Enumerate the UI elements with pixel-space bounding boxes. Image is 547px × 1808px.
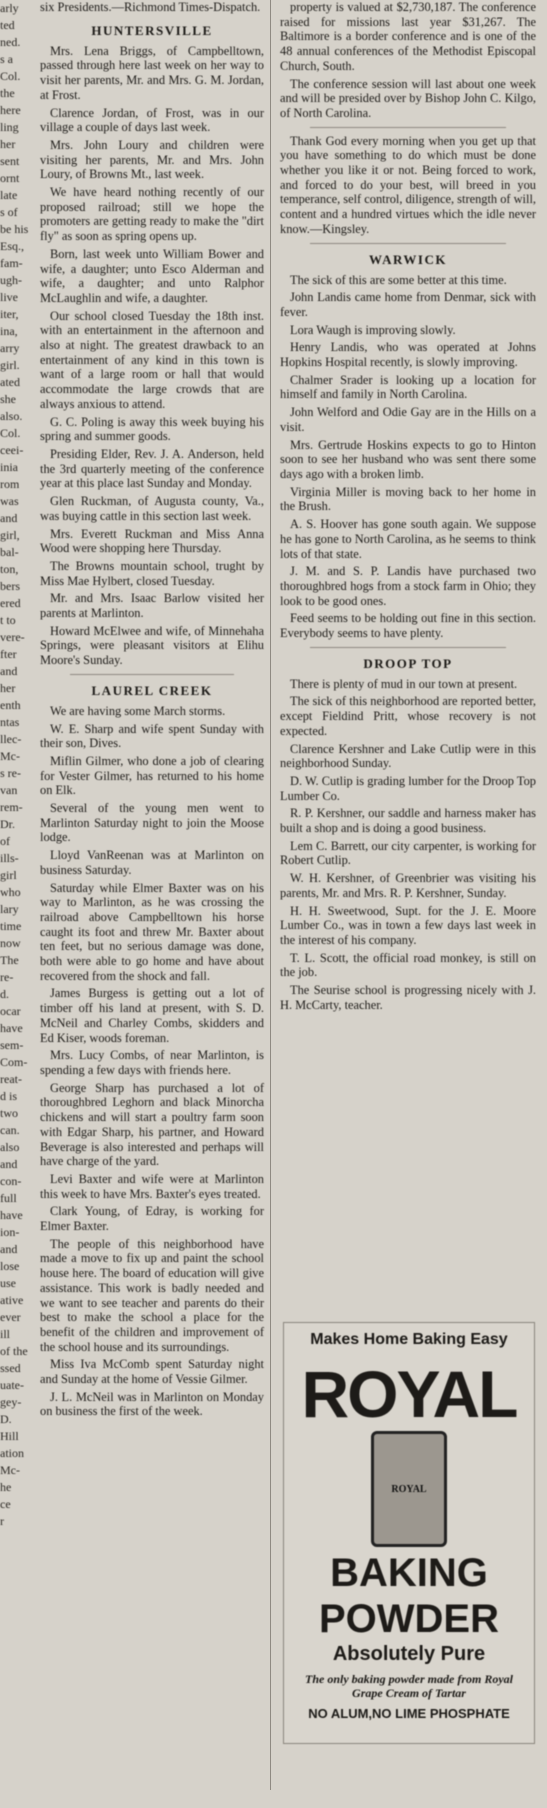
- edge-fragment: ever: [0, 1310, 21, 1324]
- can-label: ROYAL: [391, 1483, 427, 1495]
- edge-fragment: have: [0, 1208, 23, 1222]
- edge-fragment: of: [0, 834, 10, 848]
- edge-fragment: girl,: [0, 528, 20, 542]
- edge-fragment: her: [0, 681, 16, 695]
- article-paragraph: Feed seems to be holding out fine in this section. Everybody seems to have plenty.: [280, 611, 536, 641]
- edge-fragment: arly: [0, 1, 19, 15]
- article-paragraph: Mrs. Lena Briggs, of Campbelltown, passed through here last week on her way to visit her parents, Mr. and Mrs. G. M. Jordan, at Frost.: [40, 43, 264, 102]
- edge-fragment: ton,: [0, 562, 19, 576]
- edge-fragment: ocar: [0, 1004, 21, 1018]
- edge-fragment: ornt: [0, 171, 20, 185]
- edge-fragment: who: [0, 885, 21, 899]
- edge-fragment: ill: [0, 1327, 11, 1341]
- edge-fragment: van: [0, 783, 18, 797]
- article-paragraph: The people of this neighborhood have made a move to fix up and paint the school house here. The board of education will give assistance. This work is badly needed and we want to see teacher and parents do their best to make the school a place for the benefit of the children and improvement of the school house and its surroundings.: [40, 1236, 264, 1354]
- warwick-heading: WARWICK: [369, 251, 447, 267]
- article-paragraph: Born, last week unto William Bower and wife, a daughter; unto Esco Alderman and wife, a daughter; and unto Ralphor McLaughlin and wife, a daughter.: [40, 246, 264, 305]
- edge-fragment: ted: [0, 18, 15, 32]
- article-paragraph: The Browns mountain school, trught by Miss Mae Hylbert, closed Tuesday.: [40, 558, 264, 588]
- column-rule: [270, 0, 271, 1790]
- article-paragraph: Several of the young men went to Marlinton Saturday night to join the Moose lodge.: [40, 801, 264, 845]
- ad-absolutely-pure: Absolutely Pure: [332, 1643, 486, 1665]
- article-paragraph: The conference session will last about one week and will be presided over by Bishop John C. Kilgo, of North Carolina.: [280, 76, 536, 120]
- edge-fragment: ered: [0, 596, 21, 610]
- article-paragraph: W. H. Kershner, of Greenbrier was visiting his parents, Mr. and Mrs. R. P. Kershner, Sunday.: [280, 871, 536, 900]
- article-paragraph: Miss Iva McComb spent Saturday night and Sunday at the home of Vessie Gilmer.: [40, 1357, 264, 1387]
- edge-fragment: use: [0, 1276, 16, 1290]
- article-paragraph: H. H. Sweetwood, Supt. for the J. E. Moore Lumber Co., was in town a few days last week in the interest of his company.: [280, 903, 536, 947]
- article-paragraph: Lloyd VanReenan was at Marlinton on business Saturday.: [40, 848, 264, 877]
- edge-fragment: ills-: [0, 851, 19, 865]
- edge-fragment: bal-: [0, 545, 19, 559]
- article-paragraph: A. S. Hoover has gone south again. We suppose he has gone to North Carolina, as he seems to think lots of that state.: [280, 517, 536, 561]
- article-paragraph: The sick of this are some better at this time.: [290, 272, 507, 287]
- edge-fragment: and: [0, 1157, 18, 1171]
- article-paragraph: John Landis came home from Denmar, sick with fever.: [280, 290, 536, 319]
- divider: [70, 674, 234, 675]
- article-paragraph: Clarence Kershner and Lake Cutlip were in this neighborhood Sunday.: [280, 741, 536, 771]
- edge-fragment: girl: [0, 868, 17, 882]
- edge-fragment: Esq.,: [0, 239, 24, 253]
- edge-fragment: ugh-: [0, 273, 22, 287]
- edge-fragment: sent: [0, 154, 20, 168]
- edge-fragment: late: [0, 188, 18, 202]
- edge-fragment: s a: [0, 52, 13, 66]
- edge-fragment: Col.: [0, 426, 21, 440]
- edge-fragment: ling: [0, 120, 19, 134]
- article-paragraph: W. E. Sharp and wife spent Sunday with their son, Dives.: [40, 721, 264, 751]
- huntersville-body: [40, 44, 264, 668]
- article-paragraph: Mrs. John Loury and children were visiting her parents, Mr. and Mrs. John Loury, of Browns Mt., last week.: [40, 137, 264, 182]
- edge-fragment: re-: [0, 970, 14, 984]
- article-paragraph: Clark Young, of Edray, is working for Elmer Baxter.: [40, 1204, 264, 1234]
- edge-fragment: Col.: [0, 69, 21, 83]
- ad-line-powder: POWDER: [319, 1597, 499, 1641]
- edge-fragment: her: [0, 137, 16, 151]
- edge-fragment: the: [0, 86, 15, 100]
- edge-fragment: Dr.: [0, 817, 15, 831]
- divider: [310, 647, 506, 648]
- edge-fragment: Mc-: [0, 749, 20, 763]
- article-paragraph: J. L. McNeil was in Marlinton on Monday on business the first of the week.: [40, 1389, 264, 1419]
- edge-fragment: can.: [0, 1123, 20, 1137]
- royal-baking-powder-ad: [283, 1322, 535, 1744]
- edge-fragment: fter: [0, 647, 17, 661]
- edge-fragment: sem-: [0, 1038, 24, 1052]
- ad-tagline: Makes Home Baking Easy: [310, 1331, 508, 1348]
- article-paragraph: Howard McElwee and wife, of Minnehaha Springs, were pleasant visitors at Elihu Moore's Sunday.: [40, 623, 264, 668]
- article-paragraph: D. W. Cutlip is grading lumber for the Droop Top Lumber Co.: [280, 773, 536, 803]
- edge-fragment: be his: [0, 222, 29, 236]
- edge-fragment: rem-: [0, 800, 23, 814]
- edge-fragment: lary: [0, 902, 19, 916]
- edge-fragment: lose: [0, 1259, 20, 1273]
- article-paragraph: John Welford and Odie Gay are in the Hills on a visit.: [280, 405, 536, 434]
- article-paragraph: The Seurise school is progressing nicely with J. H. McCarty, teacher.: [280, 983, 536, 1012]
- article-paragraph: Saturday while Elmer Baxter was on his way to Marlinton, as he was crossing the railroad above Campbelltown his horse caught its foot and threw Mr. Baxter about ten feet, but no serious damage was done, both were able to go home and have about recovered from the shock and fall.: [40, 880, 264, 983]
- edge-fragment: ative: [0, 1293, 24, 1307]
- divider: [310, 243, 506, 244]
- edge-fragment: now: [0, 936, 21, 950]
- edge-fragment: ion-: [0, 1225, 20, 1239]
- edge-fragment: ce: [0, 1497, 11, 1511]
- edge-fragment: was: [0, 494, 19, 508]
- edge-fragment: D.: [0, 1412, 12, 1426]
- edge-fragment: Mc-: [0, 1463, 20, 1477]
- edge-fragment: and: [0, 511, 18, 525]
- laurel-creek-body: [40, 704, 264, 1419]
- article-paragraph: property is valued at $2,730,187. The conference raised for missions last year $31,267. The Baltimore is a border conference and is one of the 48 annual conferences of the Methodist Episcopal Church, South.: [280, 0, 536, 73]
- article-paragraph: Glen Ruckman, of Augusta county, Va., was buying cattle in this section last week.: [40, 494, 264, 523]
- edge-fragment: llec-: [0, 732, 22, 746]
- baking-powder-can-icon: [371, 1431, 447, 1547]
- edge-fragment: ation: [0, 1446, 24, 1460]
- edge-fragment: d is: [0, 1089, 18, 1103]
- edge-fragment: inia: [0, 460, 18, 474]
- article-paragraph: J. M. and S. P. Landis have purchased two thoroughbred hogs from a stock farm in Ohio; they look to be good ones.: [280, 564, 536, 608]
- edge-fragment: also: [0, 1140, 20, 1154]
- edge-fragment: she: [0, 392, 16, 406]
- left-top-text: six Presidents.—Richmond Times-Dispatch.: [40, 0, 261, 14]
- ad-line-baking: BAKING: [330, 1551, 488, 1595]
- droop-top-body: [280, 677, 536, 1013]
- laurel-creek-heading: LAUREL CREEK: [91, 682, 213, 698]
- edge-fragment: ated: [0, 375, 20, 389]
- article-paragraph: We are having some March storms.: [50, 703, 226, 718]
- article-paragraph: We have heard nothing recently of our proposed railroad; still we hope the promoters are getting ready to make the "dirt fly" as soon as spring opens up.: [40, 185, 264, 244]
- edge-fragment: con-: [0, 1174, 22, 1188]
- article-paragraph: Mrs. Gertrude Hoskins expects to go to Hinton soon to see her husband who was sent there some days ago with a broken limb.: [280, 437, 536, 481]
- conference-text: [280, 0, 536, 121]
- edge-fragment: ina,: [0, 324, 18, 338]
- article-paragraph: Miflin Gilmer, who done a job of clearing for Vester Gilmer, has returned to his home on Elk.: [40, 753, 264, 798]
- edge-fragment: rom: [0, 477, 20, 491]
- huntersville-heading: HUNTERSVILLE: [91, 22, 213, 38]
- edge-fragment: s re-: [0, 766, 21, 780]
- kingsley-quote: Thank God every morning when you get up that you have something to do which must be done whether you like it or not. Being forced to work, and forced to do your best, will breed in you temperance, self control, diligence, strength of will, content and a hundred virtues which the idle never know.—Kingsley.: [280, 133, 536, 236]
- edge-fragment: r: [0, 1514, 4, 1528]
- left-edge-fragments: [0, 0, 36, 1808]
- edge-fragment: The: [0, 953, 19, 967]
- left-column: [36, 0, 268, 1808]
- edge-fragment: Hill: [0, 1429, 19, 1443]
- edge-fragment: ssed: [0, 1361, 21, 1375]
- edge-fragment: gey-: [0, 1395, 22, 1409]
- edge-fragment: girl.: [0, 358, 20, 372]
- article-paragraph: Henry Landis, who was operated at Johns Hopkins Hospital recently, is slowly improving.: [280, 340, 536, 370]
- edge-fragment: iter,: [0, 307, 19, 321]
- edge-fragment: ned.: [0, 35, 21, 49]
- article-paragraph: Mrs. Lucy Combs, of near Marlinton, is spending a few days with friends here.: [40, 1048, 264, 1077]
- edge-fragment: d.: [0, 987, 9, 1001]
- article-paragraph: Clarence Jordan, of Frost, was in our village a couple of days last week.: [40, 105, 264, 135]
- edge-fragment: ceei-: [0, 443, 24, 457]
- edge-fragment: he: [0, 1480, 12, 1494]
- edge-fragment: uate-: [0, 1378, 24, 1392]
- edge-fragment: s of: [0, 205, 18, 219]
- article-paragraph: Lora Waugh is improving slowly.: [290, 322, 456, 337]
- edge-fragment: fam-: [0, 256, 23, 270]
- edge-fragment: and: [0, 664, 18, 678]
- droop-top-heading: DROOP TOP: [363, 655, 453, 671]
- edge-fragment: here: [0, 103, 21, 117]
- article-paragraph: R. P. Kershner, our saddle and harness maker has built a shop and is doing a good business.: [280, 806, 536, 836]
- warwick-body: [280, 273, 536, 641]
- edge-fragment: Com-: [0, 1055, 28, 1069]
- edge-fragment: of the: [0, 1344, 28, 1358]
- edge-fragment: enth: [0, 698, 21, 712]
- edge-fragment: reat-: [0, 1072, 22, 1086]
- article-paragraph: The sick of this neighborhood are reported better, except Fieldind Pritt, whose recovery is not expected.: [280, 694, 536, 738]
- article-paragraph: Lem C. Barrett, our city carpenter, is working for Robert Cutlip.: [280, 838, 536, 868]
- article-paragraph: Mr. and Mrs. Isaac Barlow visited her parents at Marlinton.: [40, 591, 264, 621]
- edge-fragment: vere-: [0, 630, 25, 644]
- edge-fragment: and: [0, 1242, 18, 1256]
- article-paragraph: G. C. Poling is away this week buying his spring and summer goods.: [40, 414, 264, 444]
- edge-fragment: bers: [0, 579, 20, 593]
- article-paragraph: Chalmer Srader is looking up a location for himself and family in North Carolina.: [280, 372, 536, 402]
- article-paragraph: Levi Baxter and wife were at Marlinton this week to have Mrs. Baxter's eyes treated.: [40, 1171, 264, 1201]
- article-paragraph: George Sharp has purchased a lot of thoroughbred Leghorn and black Minorcha chickens and will start a poultry farm soon with Edgar Sharp, his partner, and Howard Beverage is also interested and perhaps will have charge of the yard.: [40, 1080, 264, 1169]
- edge-fragment: t to: [0, 613, 16, 627]
- edge-fragment: also.: [0, 409, 23, 423]
- edge-fragment: full: [0, 1191, 17, 1205]
- edge-fragment: ntas: [0, 715, 20, 729]
- article-paragraph: There is plenty of mud in our town at present.: [290, 676, 518, 691]
- divider: [310, 127, 506, 128]
- article-paragraph: Presiding Elder, Rev. J. A. Anderson, held the 3rd quarterly meeting of the conference year at this place last Sunday and Monday.: [40, 446, 264, 491]
- ad-brand: ROYAL: [301, 1357, 517, 1431]
- edge-fragment: two: [0, 1106, 18, 1120]
- edge-fragment: have: [0, 1021, 23, 1035]
- edge-fragment: live: [0, 290, 18, 304]
- article-paragraph: Mrs. Everett Ruckman and Miss Anna Wood were shopping here Thursday.: [40, 526, 264, 556]
- edge-fragment: time: [0, 919, 22, 933]
- edge-fragment: arry: [0, 341, 20, 355]
- ad-no-alum: NO ALUM,NO LIME PHOSPHATE: [308, 1706, 510, 1721]
- article-paragraph: Our school closed Tuesday the 18th inst. with an entertainment in the afternoon and also at night. The greatest drawback to an entertainment of any kind in this town is want of a large room or hall that would accommodate the large crowds that are always anxious to attend.: [40, 308, 264, 411]
- ad-note: The only baking powder made from Royal Grape Cream of Tartar: [305, 1672, 513, 1700]
- article-paragraph: T. L. Scott, the official road monkey, is still on the job.: [280, 950, 536, 980]
- article-paragraph: James Burgess is getting out a lot of timber off his land at present, with S. D. McNeil and Charley Combs, skidders and Ed Kiser, woods foreman.: [40, 986, 264, 1045]
- article-paragraph: Virginia Miller is moving back to her home in the Brush.: [280, 484, 536, 514]
